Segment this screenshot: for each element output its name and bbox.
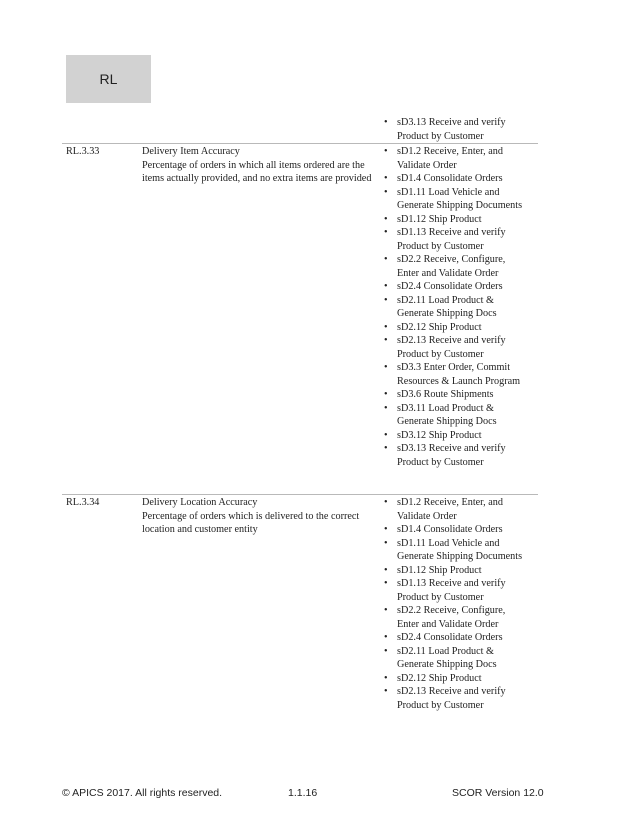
list-item: • sD3.13 Receive and verify Product by Customer bbox=[384, 442, 524, 469]
carryover-process-list bbox=[384, 116, 524, 143]
footer-version: SCOR Version 12.0 bbox=[452, 787, 544, 799]
list-item: • sD1.11 Load Vehicle and Generate Shipping Documents bbox=[384, 537, 524, 564]
row-divider bbox=[62, 494, 538, 495]
section-tab-label: RL bbox=[99, 71, 118, 87]
metric-name: Delivery Item Accuracy bbox=[142, 146, 240, 157]
list-item: • sD1.2 Receive, Enter, and Validate Order bbox=[384, 496, 524, 523]
list-item: • sD2.2 Receive, Configure, Enter and Validate Order bbox=[384, 604, 524, 631]
list-item: • sD1.13 Receive and verify Product by Customer bbox=[384, 226, 524, 253]
metric-definition-line: Percentage of orders in which all items ordered are the bbox=[142, 159, 365, 171]
list-item: • sD3.6 Route Shipments bbox=[384, 388, 524, 402]
list-item: • sD1.13 Receive and verify Product by Customer bbox=[384, 577, 524, 604]
metric-name: Delivery Location Accuracy bbox=[142, 497, 258, 508]
process-list bbox=[384, 496, 524, 712]
row-divider bbox=[62, 143, 538, 144]
list-item: • sD2.11 Load Product & Generate Shipping Docs bbox=[384, 645, 524, 672]
process-list bbox=[384, 145, 524, 469]
list-item: • sD2.13 Receive and verify Product by Customer bbox=[384, 334, 524, 361]
metric-definition-line: Percentage of orders which is delivered to the correct bbox=[142, 510, 360, 522]
list-item: • sD2.12 Ship Product bbox=[384, 321, 524, 335]
metric-id: RL.3.33 bbox=[66, 146, 100, 157]
list-item: • sD3.12 Ship Product bbox=[384, 429, 524, 443]
metric-definition-line: items actually provided, and no extra items are provided bbox=[142, 173, 372, 184]
list-item: • sD2.12 Ship Product bbox=[384, 672, 524, 686]
list-item: • sD3.3 Enter Order, Commit Resources & Launch Program bbox=[384, 361, 524, 388]
list-item: • sD1.2 Receive, Enter, and Validate Order bbox=[384, 145, 524, 172]
list-item: • sD1.11 Load Vehicle and Generate Shipping Documents bbox=[384, 186, 524, 213]
metric-description bbox=[142, 145, 380, 186]
list-item: • sD1.4 Consolidate Orders bbox=[384, 172, 524, 186]
list-item: • sD1.12 Ship Product bbox=[384, 564, 524, 578]
list-item: • sD2.11 Load Product & Generate Shipping Docs bbox=[384, 294, 524, 321]
list-item: • sD2.2 Receive, Configure, Enter and Validate Order bbox=[384, 253, 524, 280]
footer-page-number: 1.1.16 bbox=[288, 787, 318, 799]
list-item: • sD3.13 Receive and verify Product by Customer bbox=[384, 116, 524, 143]
list-item: • sD2.4 Consolidate Orders bbox=[384, 631, 524, 645]
section-tab-rl bbox=[66, 55, 151, 103]
list-item: • sD2.4 Consolidate Orders bbox=[384, 280, 524, 294]
metric-description bbox=[142, 496, 380, 537]
list-item: • sD1.12 Ship Product bbox=[384, 213, 524, 227]
list-item: • sD3.11 Load Product & Generate Shipping Docs bbox=[384, 402, 524, 429]
metric-id: RL.3.34 bbox=[66, 497, 100, 508]
footer-copyright: © APICS 2017. All rights reserved. bbox=[62, 787, 223, 799]
metric-definition-line: location and customer entity bbox=[142, 524, 258, 535]
list-item: • sD1.4 Consolidate Orders bbox=[384, 523, 524, 537]
list-item: • sD2.13 Receive and verify Product by Customer bbox=[384, 685, 524, 712]
